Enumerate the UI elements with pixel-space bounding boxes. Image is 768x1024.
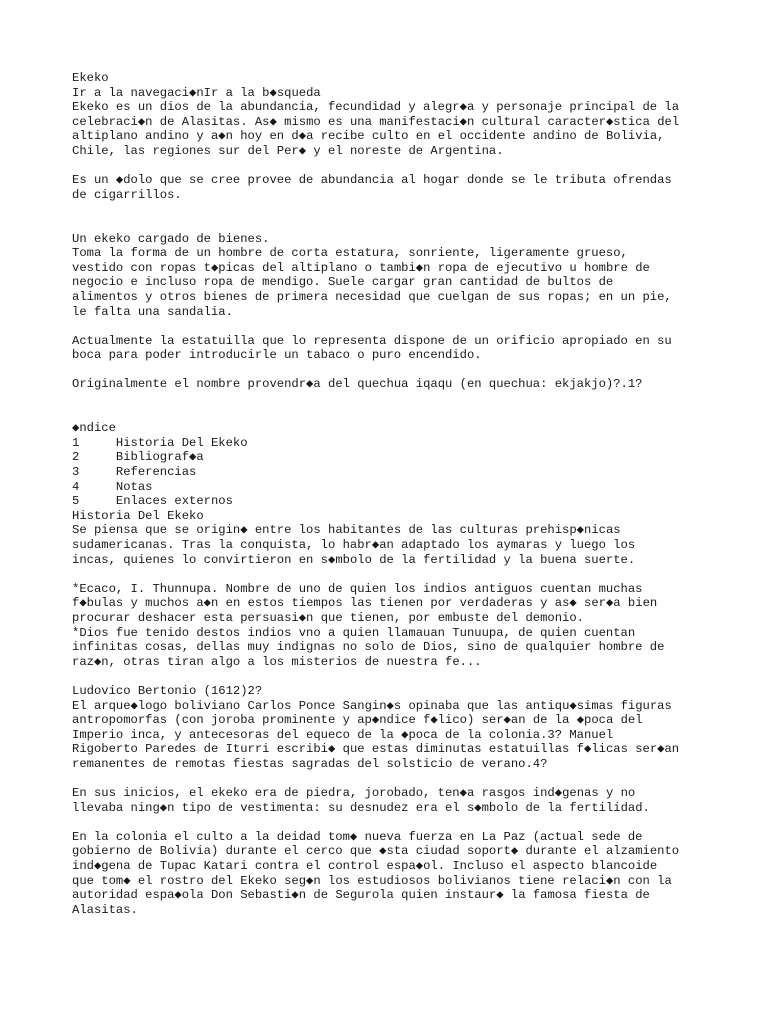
text-line: sudamericanas. Tras la conquista, lo habr◆an adaptado los aymaras y luego los: [72, 538, 636, 552]
document-body: [72, 71, 762, 917]
text-line: Rigoberto Paredes de Iturri escribi◆ que estas diminutas estatuillas f◆licas ser◆an: [72, 742, 680, 757]
blank-line: [72, 407, 762, 422]
text-line: 5 Enlaces externos: [72, 494, 233, 509]
text-line: Ir a la navegaci◆nIr a la b◆squeda: [72, 85, 321, 100]
text-line: raz◆n, otras tiran algo a los misterios de nuestra fe...: [72, 654, 482, 669]
text-line: Ekeko es un dios de la abundancia, fecundidad y alegr◆a y personaje principal de la: [72, 100, 680, 115]
text-line: Originalmente el nombre provendr◆a del quechua iqaqu (en quechua: ekjakjo)?.1?: [72, 377, 643, 392]
text-line: Actualmente la estatuilla que lo representa dispone de un orificio apropiado en su: [72, 333, 672, 348]
blank-line: [72, 815, 762, 830]
blank-line: [72, 217, 762, 232]
text-line: negocio e incluso ropa de mendigo. Suele cargar gran cantidad de bultos de: [72, 275, 614, 290]
text-line: 2 Bibliograf◆a: [72, 450, 204, 465]
text-line: remanentes de remotas fiestas sagradas del solsticio de verano.4?: [72, 756, 548, 771]
text-line: incas, quienes lo convirtieron en s◆mbolo de la fertilidad y la buena suerte.: [72, 552, 636, 567]
text-line: Ludovico Bertonio (1612)2?: [72, 683, 263, 698]
text-line: En sus inicios, el ekeko era de piedra, jorobado, ten◆a rasgos ind◆genas y no: [72, 786, 636, 801]
text-line: Es un ◆dolo que se cree provee de abundancia al hogar donde se le tributa ofrendas: [72, 173, 672, 188]
blank-line: [72, 567, 762, 582]
text-line: procurar deshacer esta persuasi◆n que tienen, por embuste del demonio.: [72, 610, 584, 625]
text-line: Chile, las regiones sur del Per◆ y el noreste de Argentina.: [72, 143, 504, 158]
blank-line: [72, 159, 762, 174]
text-line: que tom◆ el rostro del Ekeko seg◆n los estudiosos bolivianos tiene relaci◆n con la: [72, 873, 672, 888]
text-line: 1 Historia Del Ekeko: [72, 435, 248, 450]
text-line: 4 Notas: [72, 479, 153, 494]
blank-line: [72, 363, 762, 378]
text-line: gobierno de Bolivia) durante el cerco que ◆sta ciudad soport◆ durante el alzamiento: [72, 844, 680, 859]
text-line: Se piensa que se origin◆ entre los habitantes de las culturas prehisp◆nicas: [72, 523, 621, 538]
blank-line: [72, 319, 762, 334]
text-line: le falta una sandalia.: [72, 304, 233, 319]
text-line: alimentos y otros bienes de primera necesidad que cuelgan de sus ropas; en un pie,: [72, 289, 672, 304]
blank-line: [72, 772, 762, 787]
text-line: Toma la forma de un hombre de corta estatura, sonriente, ligeramente grueso,: [72, 246, 628, 261]
text-line: ◆ndice: [72, 421, 116, 436]
text-line: autoridad espa◆ola Don Sebasti◆n de Segurola quien instaur◆ la famosa fiesta de: [72, 888, 650, 903]
text-line: celebraci◆n de Alasitas. As◆ mismo es una manifestaci◆n cultural caracter◆stica del: [72, 114, 680, 129]
text-line: Alasitas.: [72, 902, 138, 917]
text-line: altiplano andino y a◆n hoy en d◆a recibe culto en el occidente andino de Bolivia,: [72, 129, 665, 144]
text-line: antropomorfas (con joroba prominente y ap◆ndice f◆lico) ser◆an de la ◆poca del: [72, 713, 643, 728]
text-line: Un ekeko cargado de bienes.: [72, 231, 270, 246]
text-line: 3 Referencias: [72, 465, 197, 480]
text-line: de cigarrillos.: [72, 187, 182, 202]
text-line: En la colonia el culto a la deidad tom◆ nueva fuerza en La Paz (actual sede de: [72, 829, 643, 844]
text-line: ind◆gena de Tupac Katari contra el control espa◆ol. Incluso el aspecto blancoide: [72, 859, 658, 874]
text-line: *Ecaco, I. Thunnupa. Nombre de uno de quien los indios antiguos cuentan muchas: [72, 581, 643, 596]
blank-line: [72, 669, 762, 684]
blank-line: [72, 392, 762, 407]
text-line: llevaba ning◆n tipo de vestimenta: su desnudez era el s◆mbolo de la fertilidad.: [72, 800, 650, 815]
text-line: infinitas cosas, dellas muy indignas no solo de Dios, sino de qualquier hombre de: [72, 640, 665, 655]
text-line: vestido con ropas t◆picas del altiplano o tambi◆n ropa de ejecutivo u hombre de: [72, 260, 650, 275]
text-line: El arque◆logo boliviano Carlos Ponce Sangin◆s opinaba que las antiqu◆simas figuras: [72, 698, 672, 713]
blank-line: [72, 202, 762, 217]
text-line: boca para poder introducirle un tabaco o puro encendido.: [72, 348, 482, 363]
text-line: Historia Del Ekeko: [72, 508, 204, 523]
text-line: f◆bulas y muchos a◆n en estos tiempos las tienen por verdaderas y as◆ ser◆a bien: [72, 596, 658, 611]
text-line: Imperio inca, y antecesoras del equeco de la ◆poca de la colonia.3? Manuel: [72, 727, 614, 742]
text-line: *Dios fue tenido destos indios vno a quien llamauan Tunuupa, de quien cuentan: [72, 625, 636, 640]
text-line: Ekeko: [72, 71, 109, 85]
